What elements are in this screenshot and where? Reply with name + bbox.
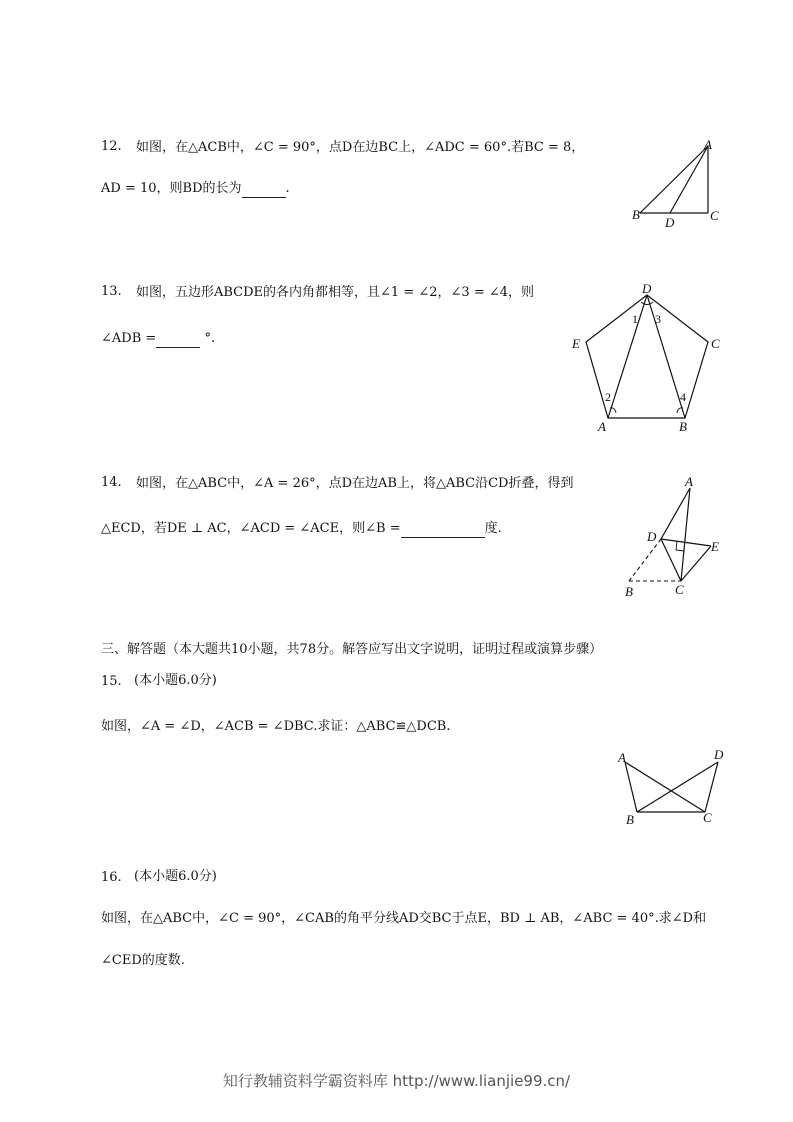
q14-label-C: C (675, 582, 684, 597)
q12-answer-blank[interactable] (242, 185, 286, 198)
q12-text-line2 (101, 180, 290, 198)
q12-text-line2a: AD = 10，则BD的长为 (101, 181, 242, 196)
q15-label-A: A (618, 750, 626, 765)
q14-text-line2a: △ECD，若DE ⊥ AC，∠ACD = ∠ACE，则∠B = (101, 521, 401, 536)
q13-label-E: E (572, 336, 580, 351)
q13-number: 13. (101, 284, 122, 299)
q13-figure (565, 280, 725, 440)
q12-figure (620, 135, 730, 230)
q14-label-A: A (685, 474, 693, 489)
q13-text-line2 (101, 330, 215, 348)
q14-text-line2b: 度. (484, 521, 502, 536)
q13-label-C: C (711, 336, 720, 351)
q12-label-C: C (710, 208, 719, 223)
section-3-heading: 三、解答题（本大题共10小题，共78分。解答应写出文字说明，证明过程或演算步骤） (101, 642, 603, 657)
q16-score: (本小题6.0分) (134, 869, 217, 884)
q12-label-D: D (665, 215, 675, 230)
q14-answer-blank[interactable] (401, 525, 485, 538)
q16-number: 16. (101, 870, 122, 885)
q12-text-line1: 如图，在△ACB中，∠C = 90°，点D在边BC上，∠ADC = 60°.若BC = 8， (136, 140, 585, 155)
q13-text-line2a: ∠ADB = (101, 331, 157, 346)
q13-label-3: 3 (655, 312, 661, 326)
q13-text-line2b: °. (204, 331, 216, 346)
q15-label-B: B (626, 812, 634, 827)
q16-text-line1: 如图，在△ABC中，∠C = 90°，∠CAB的角平分线AD交BC于点E，BD ⊥ AB，∠ABC = 40°.求∠D和 (101, 911, 707, 926)
q15-number: 15. (101, 674, 122, 689)
q14-label-D: D (647, 529, 657, 544)
q14-label-E: E (711, 539, 719, 554)
q14-figure (615, 470, 725, 600)
q14-label-B: B (625, 584, 633, 599)
q13-label-4: 4 (680, 390, 686, 404)
q14-text-line1: 如图，在△ABC中，∠A = 26°，点D在边AB上，将△ABC沿CD折叠，得到 (136, 476, 574, 491)
q13-label-2: 2 (605, 390, 611, 404)
footer-watermark: 知行教辅资料学霸资料库 http://www.lianjie99.cn/ (222, 1072, 571, 1090)
q15-figure (605, 742, 730, 830)
q12-number: 12. (101, 139, 122, 154)
q16-text-line2: ∠CED的度数. (101, 953, 185, 968)
q14-number: 14. (101, 475, 122, 490)
q15-text-line1: 如图，∠A = ∠D，∠ACB = ∠DBC.求证：△ABC≌△DCB. (101, 719, 451, 734)
q12-label-A: A (704, 137, 712, 152)
q13-label-1: 1 (632, 312, 638, 326)
q13-text-line1: 如图，五边形ABCDE的各内角都相等，且∠1 = ∠2，∠3 = ∠4，则 (136, 285, 535, 300)
q15-score: (本小题6.0分) (134, 673, 217, 688)
q15-label-C: C (703, 810, 712, 825)
q14-text-line2 (101, 520, 502, 538)
q12-text-line2b: . (285, 181, 290, 196)
q13-label-A: A (598, 419, 606, 434)
q15-label-D: D (714, 747, 724, 762)
q13-label-D: D (642, 281, 652, 296)
q12-label-B: B (632, 207, 640, 222)
q13-answer-blank[interactable] (156, 335, 200, 348)
q13-label-B: B (679, 419, 687, 434)
